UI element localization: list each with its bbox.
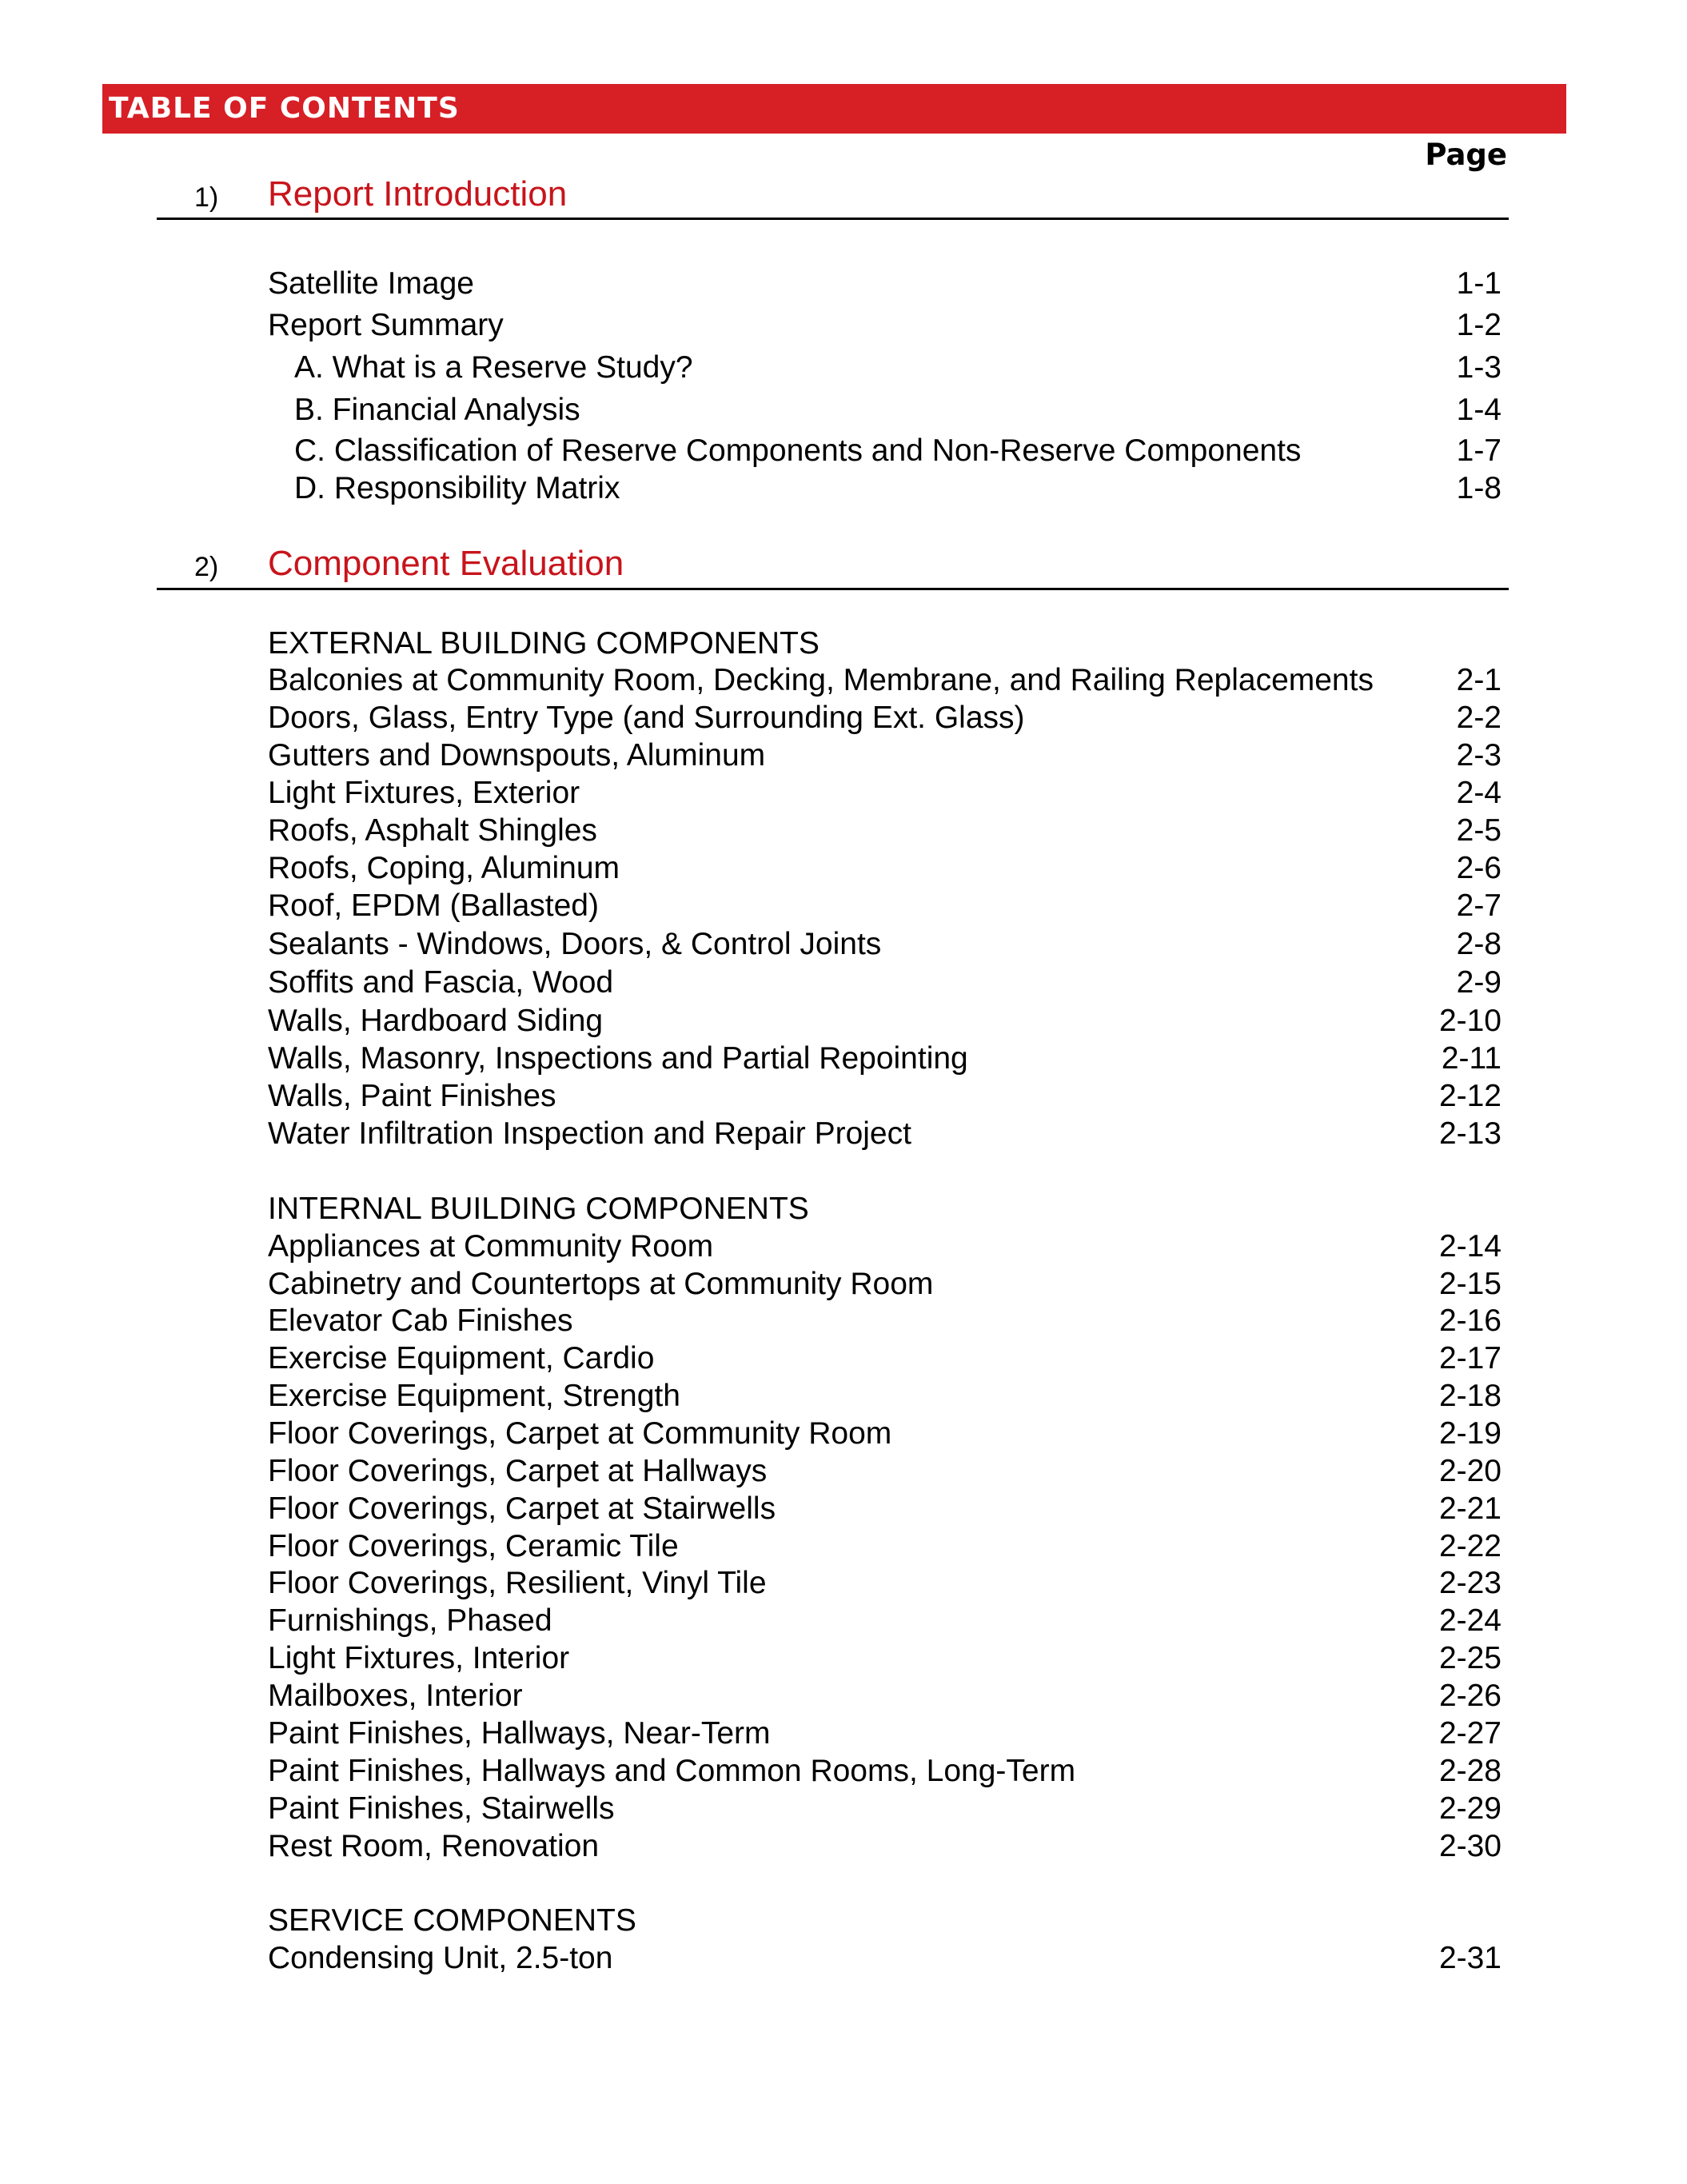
section-title-component-evaluation[interactable]: Component Evaluation — [268, 544, 624, 583]
toc-page: 2-19 — [1438, 1416, 1502, 1451]
toc-page: 2-27 — [1438, 1716, 1502, 1751]
toc-page: 2-15 — [1438, 1267, 1502, 1301]
toc-entry[interactable]: Elevator Cab Finishes — [268, 1304, 573, 1338]
toc-title: TABLE OF CONTENTS — [109, 92, 460, 125]
toc-page: 2-29 — [1438, 1791, 1502, 1826]
toc-page: 2-21 — [1438, 1491, 1502, 1526]
section-rule — [157, 588, 1509, 590]
toc-entry[interactable]: Paint Finishes, Hallways and Common Rooms, Long-Term — [268, 1754, 1076, 1788]
toc-page: 1-2 — [1456, 308, 1502, 342]
section-rule — [157, 218, 1509, 220]
toc-page: 2-31 — [1438, 1941, 1502, 1975]
toc-entry[interactable]: Water Infiltration Inspection and Repair Project — [268, 1116, 911, 1151]
toc-entry[interactable]: Light Fixtures, Exterior — [268, 776, 580, 810]
toc-entry-financial-analysis[interactable]: B. Financial Analysis — [294, 393, 580, 427]
toc-page: 2-28 — [1438, 1754, 1502, 1788]
toc-page: 2-14 — [1438, 1229, 1502, 1264]
toc-entry[interactable]: Mailboxes, Interior — [268, 1679, 523, 1713]
toc-entry[interactable]: Sealants - Windows, Doors, & Control Joints — [268, 927, 882, 961]
toc-entry[interactable]: Cabinetry and Countertops at Community Room — [268, 1267, 934, 1301]
toc-page: 2-1 — [1456, 663, 1502, 697]
toc-page: 1-1 — [1456, 266, 1502, 301]
toc-entry[interactable]: Floor Coverings, Resilient, Vinyl Tile — [268, 1566, 767, 1600]
toc-entry[interactable]: Roof, EPDM (Ballasted) — [268, 888, 599, 923]
group-heading-service: SERVICE COMPONENTS — [268, 1903, 636, 1938]
toc-entry-responsibility-matrix[interactable]: D. Responsibility Matrix — [294, 471, 620, 505]
toc-page: 2-20 — [1438, 1454, 1502, 1488]
toc-page: 2-17 — [1438, 1341, 1502, 1375]
toc-banner — [102, 84, 1566, 134]
toc-entry[interactable]: Gutters and Downspouts, Aluminum — [268, 738, 766, 773]
toc-page: 2-9 — [1456, 965, 1502, 1000]
toc-page: 2-24 — [1438, 1603, 1502, 1638]
toc-page: 2-26 — [1438, 1679, 1502, 1713]
toc-entry[interactable]: Soffits and Fascia, Wood — [268, 965, 614, 1000]
toc-page: 2-12 — [1438, 1079, 1502, 1113]
toc-entry[interactable]: Paint Finishes, Stairwells — [268, 1791, 615, 1826]
toc-entry[interactable]: Appliances at Community Room — [268, 1229, 714, 1264]
toc-entry[interactable]: Condensing Unit, 2.5-ton — [268, 1941, 613, 1975]
toc-entry[interactable]: Walls, Masonry, Inspections and Partial Repointing — [268, 1041, 968, 1076]
group-heading-internal: INTERNAL BUILDING COMPONENTS — [268, 1192, 809, 1226]
toc-page: 2-10 — [1438, 1004, 1502, 1038]
section-number: 2) — [194, 552, 219, 582]
toc-entry[interactable]: Furnishings, Phased — [268, 1603, 552, 1638]
toc-page: 2-16 — [1438, 1304, 1502, 1338]
toc-entry[interactable]: Doors, Glass, Entry Type (and Surrounding Ext. Glass) — [268, 701, 1025, 735]
toc-entry-what-is-reserve-study[interactable]: A. What is a Reserve Study? — [294, 350, 693, 385]
toc-entry[interactable]: Light Fixtures, Interior — [268, 1641, 570, 1675]
toc-entry[interactable]: Floor Coverings, Carpet at Community Room — [268, 1416, 892, 1451]
toc-page: 2-30 — [1438, 1829, 1502, 1863]
toc-entry[interactable]: Walls, Hardboard Siding — [268, 1004, 604, 1038]
toc-page: 1-4 — [1456, 393, 1502, 427]
page-column-header: Page — [1425, 138, 1507, 172]
toc-entry[interactable]: Roofs, Asphalt Shingles — [268, 813, 597, 848]
toc-entry[interactable]: Floor Coverings, Carpet at Stairwells — [268, 1491, 776, 1526]
toc-page: 1-3 — [1456, 350, 1502, 385]
toc-page: 2-22 — [1438, 1529, 1502, 1563]
toc-page: 2-4 — [1456, 776, 1502, 810]
toc-page: 2-18 — [1438, 1379, 1502, 1413]
toc-page: 2-2 — [1456, 701, 1502, 735]
toc-page: 2-6 — [1456, 851, 1502, 885]
section-title-report-introduction[interactable]: Report Introduction — [268, 174, 568, 214]
section-number: 1) — [194, 182, 219, 213]
toc-entry[interactable]: Floor Coverings, Carpet at Hallways — [268, 1454, 768, 1488]
toc-entry[interactable]: Roofs, Coping, Aluminum — [268, 851, 620, 885]
toc-page: 2-7 — [1456, 888, 1502, 923]
toc-entry[interactable]: Balconies at Community Room, Decking, Membrane, and Railing Replacements — [268, 663, 1374, 697]
toc-entry[interactable]: Floor Coverings, Ceramic Tile — [268, 1529, 679, 1563]
toc-entry-report-summary[interactable]: Report Summary — [268, 308, 504, 342]
toc-page: 2-5 — [1456, 813, 1502, 848]
toc-entry[interactable]: Walls, Paint Finishes — [268, 1079, 556, 1113]
group-heading-external: EXTERNAL BUILDING COMPONENTS — [268, 626, 820, 661]
toc-page: 2-8 — [1456, 927, 1502, 961]
toc-entry[interactable]: Paint Finishes, Hallways, Near-Term — [268, 1716, 771, 1751]
toc-entry[interactable]: Exercise Equipment, Strength — [268, 1379, 680, 1413]
toc-entry-classification[interactable]: C. Classification of Reserve Components and Non-Reserve Components — [294, 433, 1302, 468]
toc-page: 2-23 — [1438, 1566, 1502, 1600]
toc-page: 1-8 — [1456, 471, 1502, 505]
toc-page: 2-25 — [1438, 1641, 1502, 1675]
toc-page: 2-13 — [1438, 1116, 1502, 1151]
toc-entry-satellite-image[interactable]: Satellite Image — [268, 266, 474, 301]
toc-entry[interactable]: Exercise Equipment, Cardio — [268, 1341, 655, 1375]
toc-entry[interactable]: Rest Room, Renovation — [268, 1829, 600, 1863]
toc-page: 2-11 — [1441, 1041, 1502, 1076]
toc-page: 1-7 — [1456, 433, 1502, 468]
toc-page: 2-3 — [1456, 738, 1502, 773]
